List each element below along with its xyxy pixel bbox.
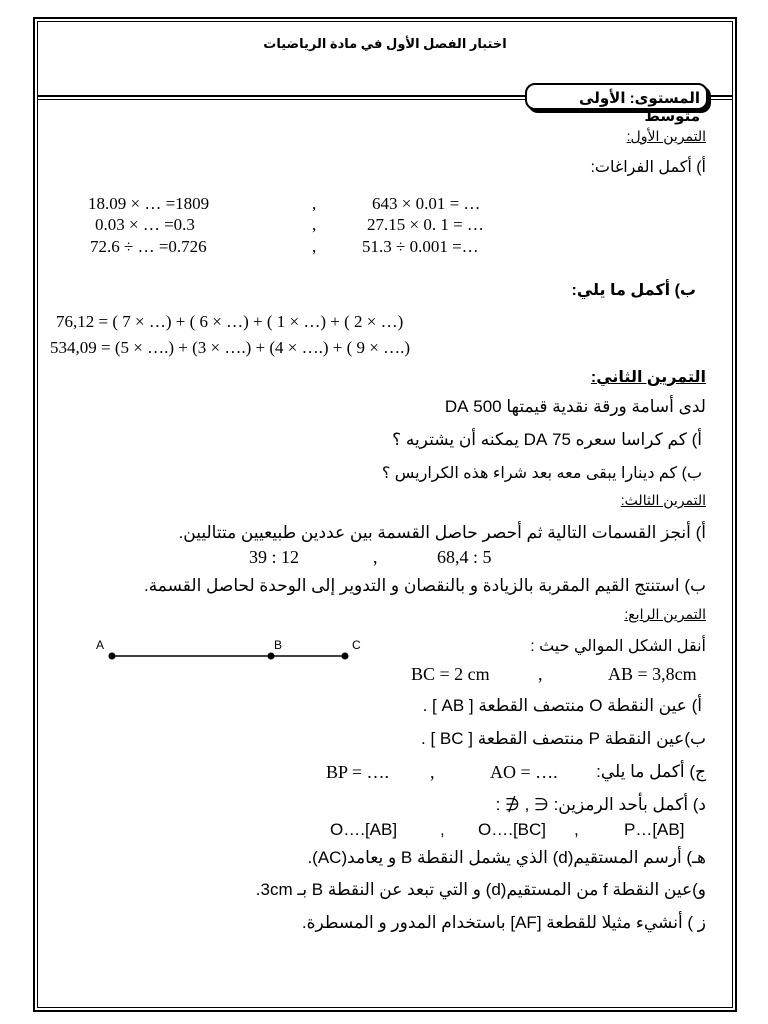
- ex2-question-b: ب) كم دينارا يبقى معه بعد شراء هذه الكراريس ؟: [381, 465, 702, 482]
- ex1-expression-2: 534,09 = (5 × ….) + (3 × ….) + (4 × ….) + ( 9 × ….): [50, 338, 410, 357]
- ex4-question-a: أ) عين النقطة O منتصف القطعة [ AB ] .: [422, 696, 702, 715]
- ex1-comma-1: ,: [312, 194, 317, 213]
- point-c: [342, 653, 349, 660]
- ex1-right-row-2: 27.15 × 0. 1 = …: [367, 215, 484, 234]
- ex4-question-c-bp: BP = ….: [326, 762, 389, 782]
- ex1-right-row-1: 643 × 0.01 = …: [372, 194, 481, 213]
- ex4-membership-3: P…[AB]: [624, 820, 685, 839]
- ex4-question-c-comma: ,: [430, 762, 435, 782]
- ex4-membership-comma-1: ,: [440, 820, 445, 839]
- ex1-part-b: ب) أكمل ما يلي:: [571, 282, 696, 299]
- ex1-left-row-3: 72.6 ÷ … =0.726: [90, 237, 207, 256]
- point-a: [109, 653, 116, 660]
- ex4-question-b: ب)عين النقطة P منتصف القطعة [ BC ] .: [421, 729, 706, 748]
- ex4-membership-1: O….[AB]: [330, 820, 398, 839]
- point-b: [268, 653, 275, 660]
- ex1-heading: التمرين الأول:: [626, 128, 706, 144]
- ex1-left-row-2: 0.03 × … =0.3: [95, 215, 195, 234]
- ex4-question-z: ز ) أنشيء مثيلا للقطعة [AF] باستخدام المدور و المسطرة.: [301, 913, 706, 932]
- ex4-membership-2: O….[BC]: [478, 820, 547, 839]
- ex4-question-c-ao: AO = ….: [490, 762, 558, 782]
- ex1-left-row-1: 18.09 × … =1809: [88, 194, 210, 213]
- ex2-intro: لدى أسامة ورقة نقدية قيمتها 500 DA: [444, 397, 706, 416]
- ex3-division-comma: ,: [373, 547, 378, 567]
- ex4-question-h: هـ) أرسم المستقيم(d) الذي يشمل النقطة B و يعامد(AC).: [307, 848, 706, 867]
- point-a-label: A: [96, 638, 105, 652]
- ex2-question-a: أ) كم كراسا سعره 75 DA يمكنه أن يشتريه ؟: [392, 430, 702, 449]
- ex4-given-bc: BC = 2 cm: [411, 664, 490, 684]
- point-b-label: B: [274, 638, 283, 652]
- ex4-question-d: د) أكمل بأحد الرمزين: ∈ , ∉ :: [495, 795, 706, 814]
- ex2-heading: التمرين الثاني:: [590, 369, 706, 386]
- point-c-label: C: [352, 638, 361, 652]
- ex4-heading: التمرين الرابع:: [624, 606, 706, 622]
- ex1-comma-2: ,: [312, 215, 317, 234]
- ex1-right-row-3: 51.3 ÷ 0.001 =…: [362, 237, 479, 256]
- ex4-question-c-label: ج) أكمل ما يلي:: [596, 762, 706, 781]
- ex1-part-a: أ) أكمل الفراغات:: [590, 159, 706, 176]
- exam-title: اختبار الفصل الأول في مادة الرياضيات: [263, 36, 507, 51]
- ex3-question-b: ب) استنتج القيم المقربة بالزيادة و بالنقصان و التدوير إلى الوحدة لحاصل القسمة.: [143, 576, 706, 595]
- ex4-given-ab: AB = 3,8cm: [608, 664, 697, 684]
- ex3-division-right: 68,4 : 5: [437, 547, 492, 567]
- ex3-heading: التمرين الثالث:: [620, 492, 706, 508]
- ex4-given-comma: ,: [538, 664, 543, 684]
- ex1-expression-1: 76,12 = ( 7 × …) + ( 6 × …) + ( 1 × …) + ( 2 × …): [56, 312, 404, 331]
- ex3-division-left: 39 : 12: [249, 547, 300, 567]
- level-label: المستوى: الأولى متوسط: [579, 90, 700, 125]
- ex4-membership-comma-2: ,: [574, 820, 579, 839]
- ex1-comma-3: ,: [312, 237, 317, 256]
- ex4-intro: أنقل الشكل الموالي حيث :: [530, 638, 706, 655]
- ex3-question-a: أ) أنجز القسمات التالية ثم أحصر حاصل القسمة بين عددين طبيعيين متتاليين.: [178, 523, 706, 542]
- ex4-question-w: و)عين النقطة f من المستقيم(d) و التي تبعد عن النقطة B بـ 3cm.: [255, 880, 706, 899]
